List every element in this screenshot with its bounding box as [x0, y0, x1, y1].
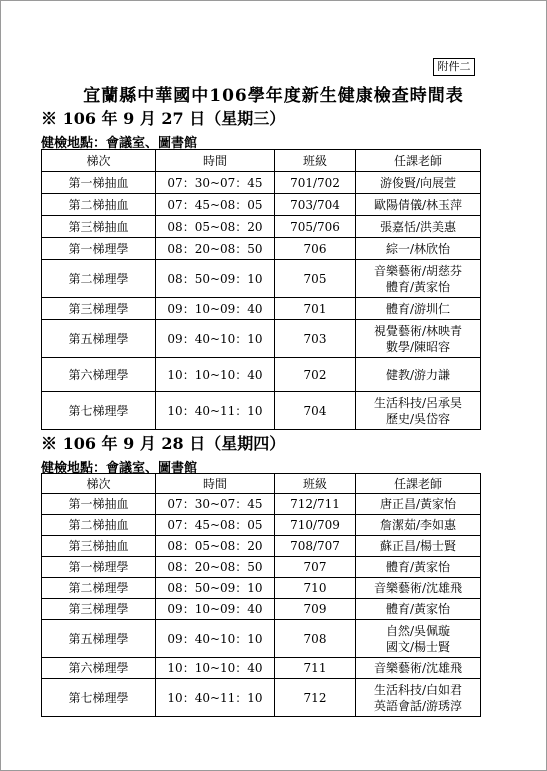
table-row [42, 557, 481, 578]
teacher-name: 游俊賢/向展萱 [379, 175, 457, 190]
class-cell: 702 [275, 358, 356, 392]
header-time: 時間 [156, 150, 275, 172]
time-cell: 09：40~10：10 [156, 320, 275, 358]
table-row [42, 392, 481, 430]
teacher-name: 國文/楊士賢 [385, 639, 451, 654]
class-cell: 708 [275, 620, 356, 658]
time-cell: 10：10~10：40 [156, 658, 275, 679]
time-cell: 08：50~09：10 [156, 578, 275, 599]
teacher-name: 體育/黃家怡 [385, 560, 451, 574]
class-cell: 703/704 [275, 194, 356, 216]
class-cell: 703 [275, 320, 356, 358]
table-header-row [42, 474, 481, 494]
class-cell: 712/711 [275, 494, 356, 515]
batch-cell: 第五梯理學 [42, 620, 156, 658]
day1-schedule-table [41, 149, 481, 430]
header-batch: 梯次 [42, 474, 156, 494]
header-teacher: 任課老師 [356, 150, 481, 172]
batch-cell: 第二梯抽血 [42, 194, 156, 216]
teacher-cell [356, 536, 481, 557]
class-cell: 707 [275, 557, 356, 578]
class-cell: 710 [275, 578, 356, 599]
teacher-cell [356, 172, 481, 194]
teacher-name: 體育/游圳仁 [385, 301, 451, 316]
table-row [42, 515, 481, 536]
teacher-cell [356, 599, 481, 620]
table-row [42, 238, 481, 260]
teacher-name: 音樂藝術/沈雄飛 [373, 581, 463, 595]
time-cell: 08：20~08：50 [156, 238, 275, 260]
page-title: 宜蘭縣中華國中106學年度新生健康檢查時間表 [83, 86, 464, 106]
batch-cell: 第三梯理學 [42, 298, 156, 320]
class-cell: 708/707 [275, 536, 356, 557]
teacher-name: 健教/游力謙 [385, 367, 451, 382]
day1-location: 健檢地點：會議室、圖書館 [41, 136, 198, 151]
time-cell: 09：40~10：10 [156, 620, 275, 658]
time-cell: 08：05~08：20 [156, 216, 275, 238]
header-time: 時間 [156, 474, 275, 494]
teacher-name: 綜一/林欣怡 [385, 241, 451, 256]
table-row [42, 679, 481, 717]
batch-cell: 第一梯抽血 [42, 494, 156, 515]
teacher-cell [356, 515, 481, 536]
teacher-cell [356, 194, 481, 216]
teacher-cell [356, 494, 481, 515]
day2-date: ※ 106 年 9 月 28 日（星期四） [41, 434, 286, 453]
batch-cell: 第一梯理學 [42, 557, 156, 578]
time-cell: 10：40~11：10 [156, 392, 275, 430]
batch-cell: 第六梯理學 [42, 358, 156, 392]
table-row [42, 536, 481, 557]
table-row [42, 260, 481, 298]
teacher-cell [356, 238, 481, 260]
teacher-cell [356, 578, 481, 599]
teacher-name: 生活科技/呂承昊 [373, 395, 463, 410]
time-cell: 07：45~08：05 [156, 194, 275, 216]
time-cell: 09：10~09：40 [156, 298, 275, 320]
teacher-cell [356, 557, 481, 578]
time-cell: 09：10~09：40 [156, 599, 275, 620]
table-row [42, 494, 481, 515]
batch-cell: 第一梯抽血 [42, 172, 156, 194]
batch-cell: 第二梯理學 [42, 260, 156, 298]
teacher-name: 張嘉恬/洪美惠 [379, 219, 457, 234]
day1-date: ※ 106 年 9 月 27 日（星期三） [41, 109, 286, 128]
teacher-name: 歷史/吳岱容 [385, 411, 451, 426]
table-row [42, 358, 481, 392]
teacher-cell [356, 358, 481, 392]
batch-cell: 第二梯理學 [42, 578, 156, 599]
time-cell: 08：05~08：20 [156, 536, 275, 557]
teacher-name: 英語會話/游琇淳 [373, 698, 463, 713]
table-row [42, 298, 481, 320]
time-cell: 08：20~08：50 [156, 557, 275, 578]
teacher-name: 蘇正昌/楊士賢 [379, 539, 457, 553]
teacher-name: 唐正昌/黃家怡 [379, 497, 457, 511]
time-cell: 07：45~08：05 [156, 515, 275, 536]
teacher-cell [356, 216, 481, 238]
teacher-name: 體育/黃家怡 [385, 602, 451, 616]
time-cell: 07：30~07：45 [156, 172, 275, 194]
teacher-name: 音樂藝術/沈雄飛 [373, 661, 463, 675]
attachment-label: 附件二 [433, 58, 475, 76]
teacher-cell [356, 658, 481, 679]
class-cell: 712 [275, 679, 356, 717]
table-row [42, 599, 481, 620]
table-row [42, 578, 481, 599]
time-cell: 08：50~09：10 [156, 260, 275, 298]
teacher-cell [356, 620, 481, 658]
day2-schedule-table [41, 473, 481, 717]
class-cell: 705/706 [275, 216, 356, 238]
class-cell: 710/709 [275, 515, 356, 536]
teacher-name: 自然/吳佩璇 [385, 623, 451, 638]
header-teacher: 任課老師 [356, 474, 481, 494]
teacher-cell [356, 298, 481, 320]
header-class: 班級 [275, 150, 356, 172]
time-cell: 10：40~11：10 [156, 679, 275, 717]
teacher-cell [356, 679, 481, 717]
class-cell: 706 [275, 238, 356, 260]
header-class: 班級 [275, 474, 356, 494]
teacher-cell [356, 392, 481, 430]
batch-cell: 第二梯抽血 [42, 515, 156, 536]
class-cell: 701/702 [275, 172, 356, 194]
table-row [42, 172, 481, 194]
batch-cell: 第三梯抽血 [42, 216, 156, 238]
time-cell: 10：10~10：40 [156, 358, 275, 392]
class-cell: 701 [275, 298, 356, 320]
teacher-name: 體育/黃家怡 [385, 279, 451, 294]
batch-cell: 第五梯理學 [42, 320, 156, 358]
teacher-cell [356, 260, 481, 298]
time-cell: 07：30~07：45 [156, 494, 275, 515]
batch-cell: 第七梯理學 [42, 679, 156, 717]
teacher-name: 視覺藝術/林映青 [373, 323, 463, 338]
teacher-name: 數學/陳昭容 [385, 339, 451, 354]
class-cell: 711 [275, 658, 356, 679]
table-row [42, 216, 481, 238]
table-header-row [42, 150, 481, 172]
day2-location: 健檢地點：會議室、圖書館 [41, 461, 198, 476]
class-cell: 709 [275, 599, 356, 620]
teacher-name: 音樂藝術/胡慈芬 [373, 263, 463, 278]
table-row [42, 620, 481, 658]
teacher-name: 詹潔茹/李如惠 [379, 518, 457, 532]
teacher-name: 生活科技/白如君 [373, 682, 463, 697]
class-cell: 704 [275, 392, 356, 430]
batch-cell: 第六梯理學 [42, 658, 156, 679]
batch-cell: 第七梯理學 [42, 392, 156, 430]
table-row [42, 194, 481, 216]
table-row [42, 658, 481, 679]
table-row [42, 320, 481, 358]
teacher-cell [356, 320, 481, 358]
batch-cell: 第三梯抽血 [42, 536, 156, 557]
class-cell: 705 [275, 260, 356, 298]
teacher-name: 歐陽倩儀/林玉萍 [373, 197, 463, 212]
batch-cell: 第一梯理學 [42, 238, 156, 260]
batch-cell: 第三梯理學 [42, 599, 156, 620]
header-batch: 梯次 [42, 150, 156, 172]
